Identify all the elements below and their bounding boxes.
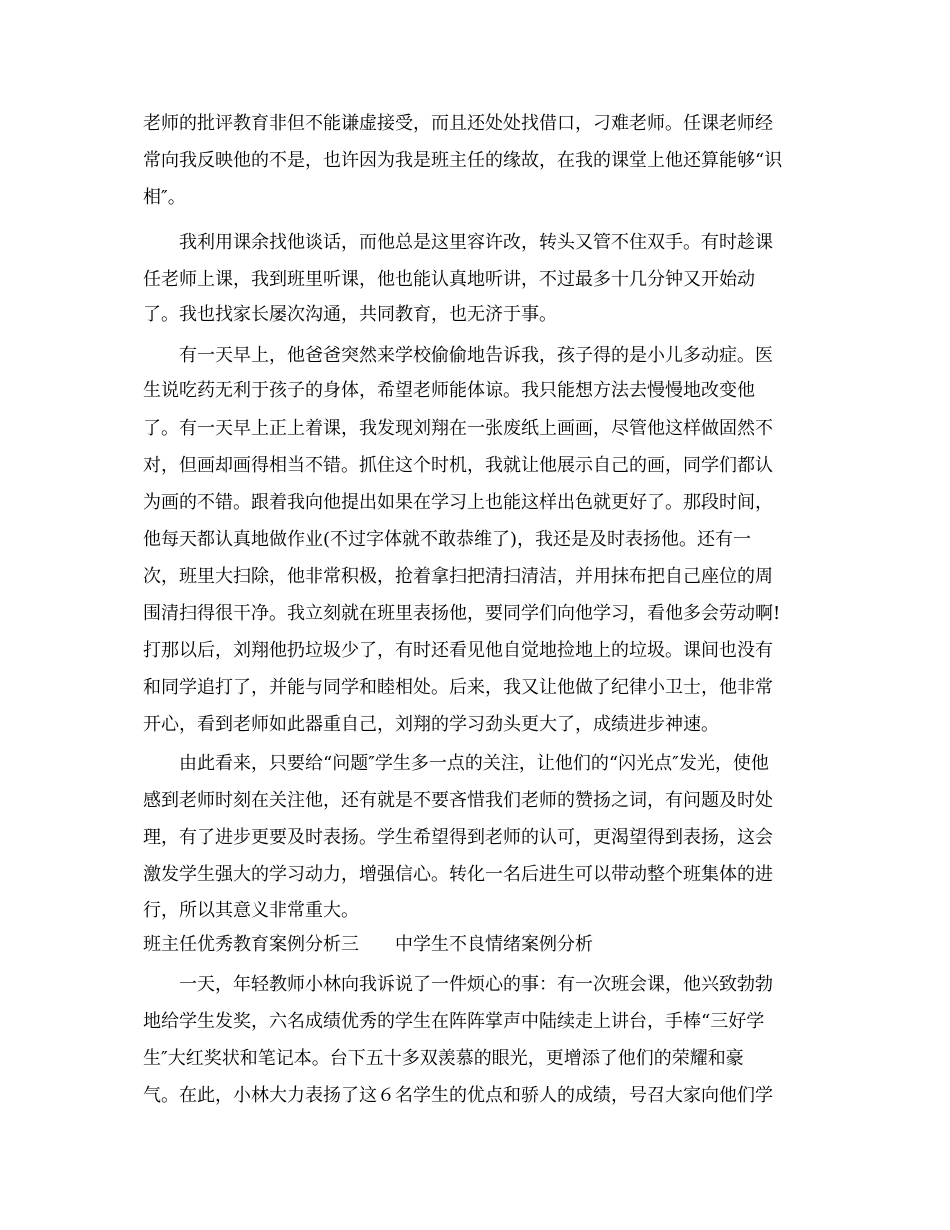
text-line-19: 感到老师时刻在关注他，还有就是不要吝惜我们老师的赞扬之词，有问题及时处: [143, 790, 773, 811]
text-line-26: 生″大红奖状和笔记本。台下五十多双羡慕的眼光，更增添了他们的荣耀和豪: [143, 1048, 744, 1069]
text-line-17: 开心，看到老师如此器重自己，刘翔的学习劲头更大了，成绩进步神速。: [143, 714, 719, 735]
text-line-6: 了。我也找家长屡次沟通，共同教育，也无济于事。: [143, 304, 557, 325]
text-line-5: 任老师上课，我到班里听课，他也能认真地听讲，不过最多十几分钟又开始动: [143, 269, 755, 290]
text-line-16: 和同学追打了，并能与同学和睦相处。后来，我又让他做了纪律小卫士，他非常: [143, 677, 773, 698]
text-line-9: 了。有一天早上正上着课，我发现刘翔在一张废纸上画画，尽管他这样做固然不: [143, 418, 773, 439]
text-line-1: 老师的批评教育非但不能谦虚接受，而且还处处找借口，刁难老师。任课老师经: [143, 113, 773, 134]
section-heading: 班主任优秀教育案例分析三 中学生不良情绪案例分析: [143, 934, 593, 955]
text-line-4: 我利用课余找他谈话，而他总是这里容许改，转头又管不住双手。有时趁课: [179, 232, 773, 253]
text-line-22: 行，所以其意义非常重大。: [143, 900, 359, 921]
text-line-15: 打那以后，刘翔他扔垃圾少了，有时还看见他自觉地捡地上的垃圾。课间也没有: [143, 640, 773, 661]
text-line-12: 他每天都认真地做作业(不过字体就不敢恭维了)，我还是及时表扬他。还有一: [143, 529, 752, 550]
text-line-11: 为画的不错。跟着我向他提出如果在学习上也能这样出色就更好了。那段时间，: [143, 492, 773, 513]
text-line-21: 激发学生强大的学习动力，增强信心。转化一名后进生可以带动整个班集体的进: [143, 864, 773, 885]
text-line-10: 对，但画却画得相当不错。抓住这个时机，我就让他展示自己的画，同学们都认: [143, 455, 773, 476]
text-line-2: 常向我反映他的不是，也许因为我是班主任的缘故，在我的课堂上他还算能够“识: [143, 150, 783, 171]
text-line-3: 相″。: [143, 187, 186, 208]
text-line-18: 由此看来，只要给“问题″学生多一点的关注，让他们的“闪光点″发光，使他: [179, 753, 769, 774]
text-line-8: 生说吃药无利于孩子的身体，希望老师能体谅。我只能想方法去慢慢地改变他: [143, 380, 755, 401]
text-line-25: 地给学生发奖，六名成绩优秀的学生在阵阵掌声中陆续走上讲台，手棒“三好学: [143, 1011, 765, 1032]
text-line-14: 围清扫得很干净。我立刻就在班里表扬他，要同学们向他学习，看他多会劳动啊!: [143, 603, 781, 624]
text-line-20: 理，有了进步更要及时表扬。学生希望得到老师的认可，更渴望得到表扬，这会: [143, 827, 773, 848]
text-line-27: 气。在此，小林大力表扬了这６名学生的优点和骄人的成绩，号召大家向他们学: [143, 1085, 773, 1106]
text-line-13: 次，班里大扫除，他非常积极，抢着拿扫把清扫清洁，并用抹布把自己座位的周: [143, 566, 773, 587]
text-line-7: 有一天早上，他爸爸突然来学校偷偷地告诉我，孩子得的是小儿多动症。医: [179, 345, 773, 366]
text-line-24: 一天，年轻教师小林向我诉说了一件烦心的事：有一次班会课，他兴致勃勃: [179, 974, 773, 995]
